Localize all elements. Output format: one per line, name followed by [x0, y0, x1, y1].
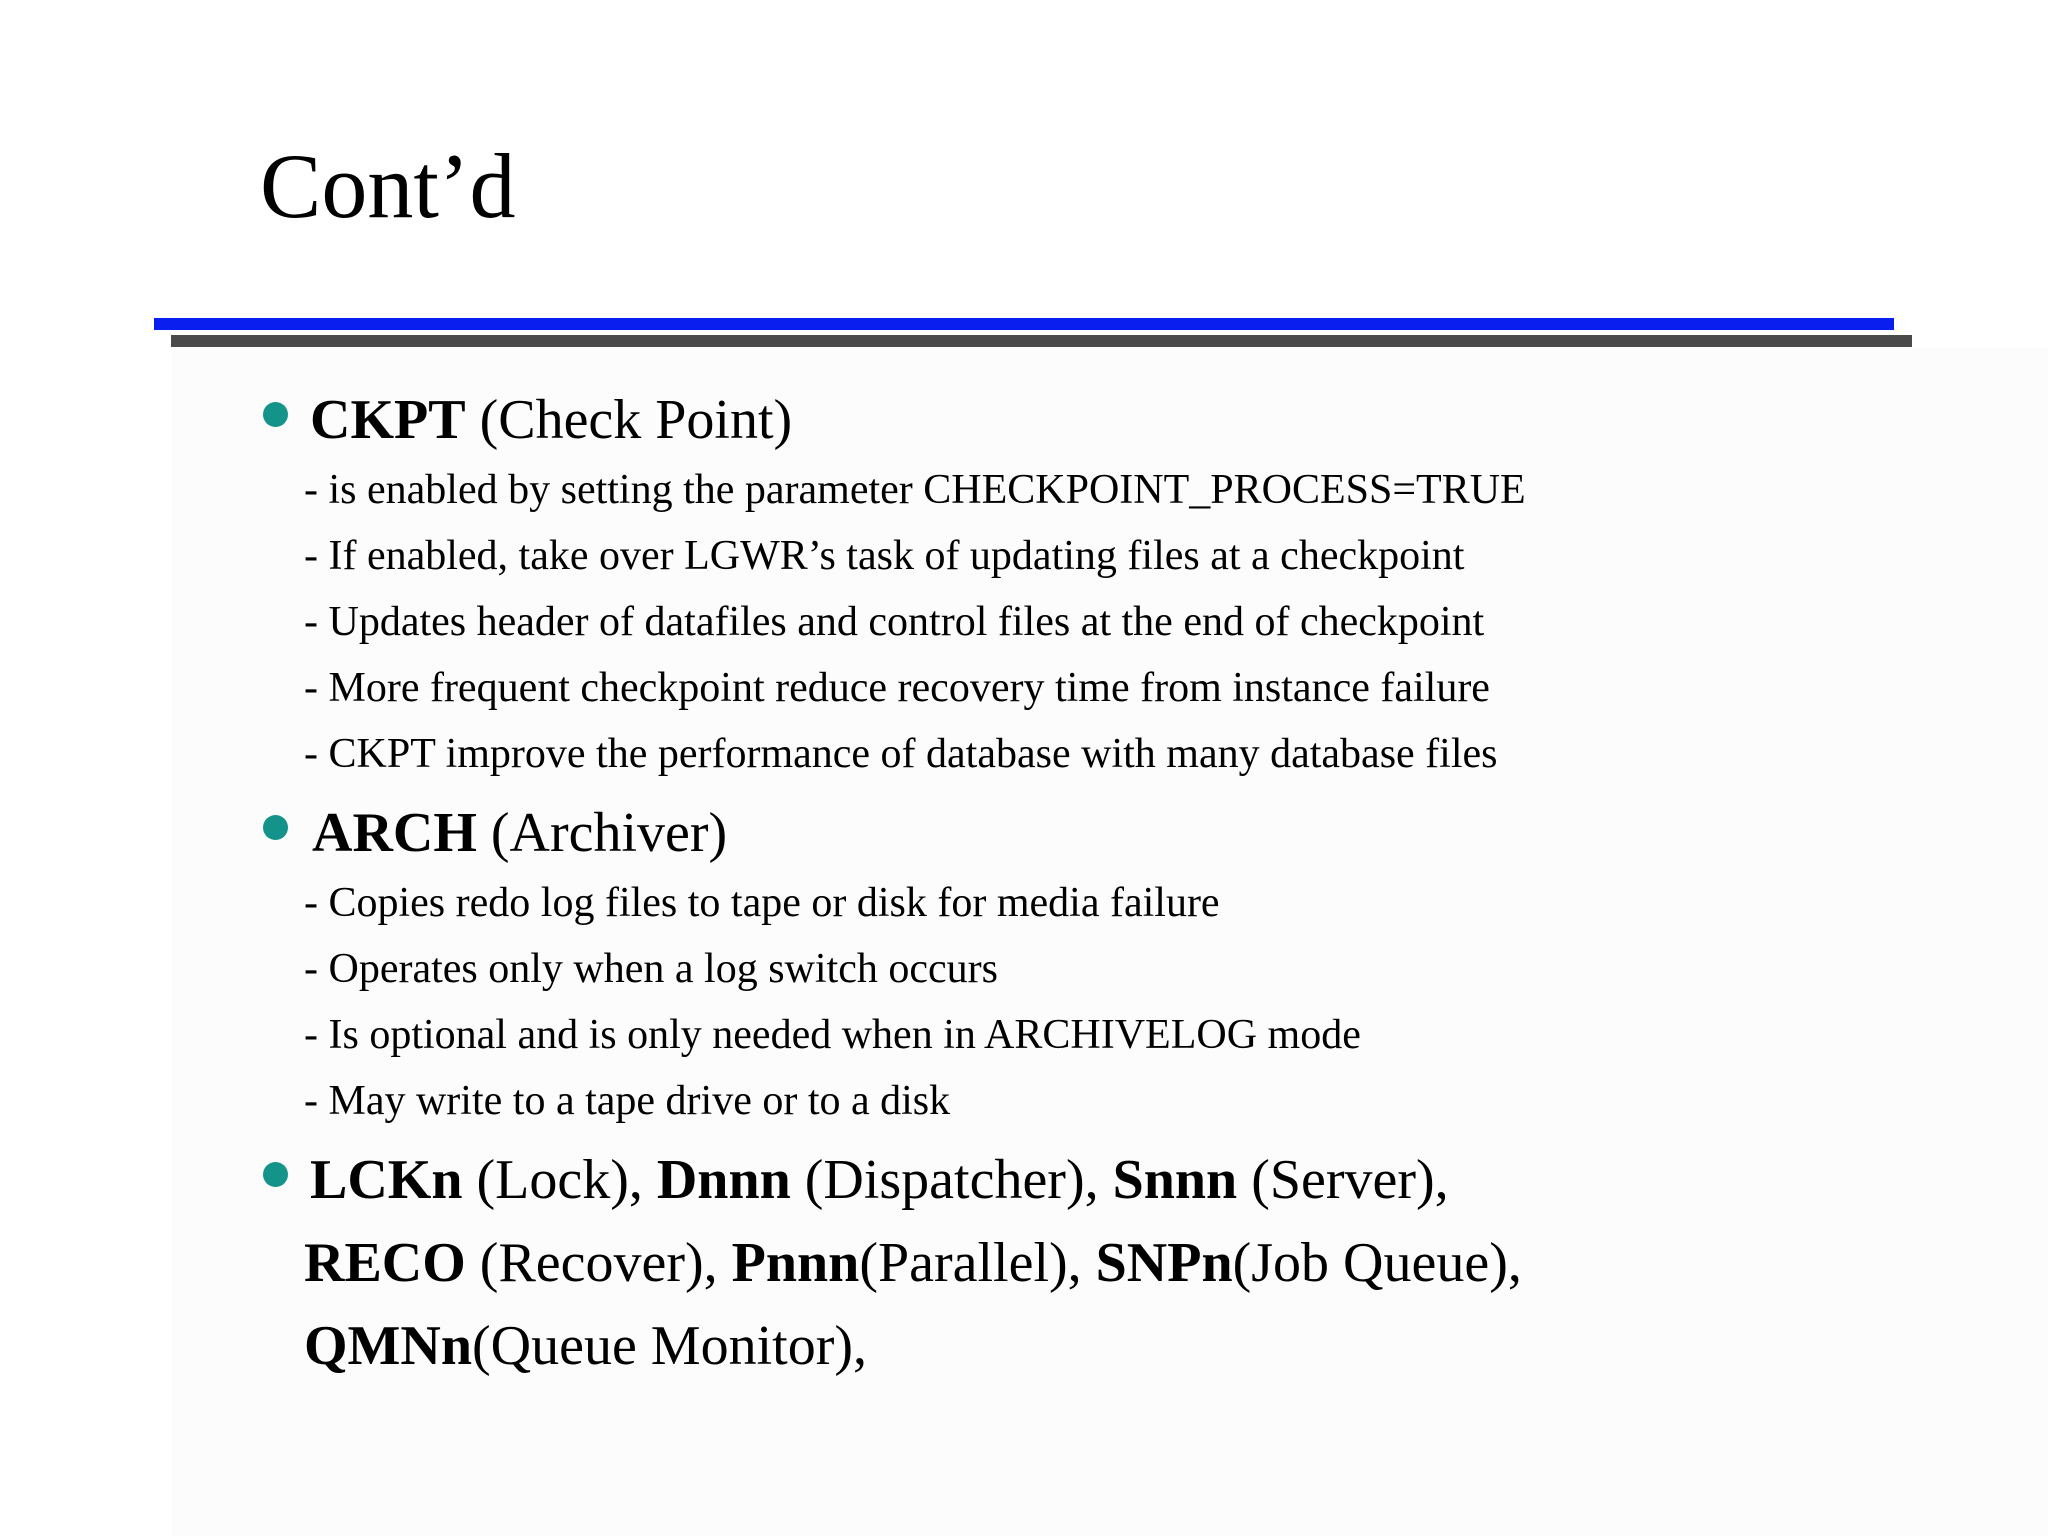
arch-line: - May write to a tape drive or to a disk	[304, 1078, 951, 1124]
arch-line: - Operates only when a log switch occurs	[304, 946, 998, 992]
process-name: QMNn	[304, 1315, 472, 1377]
ckpt-name: CKPT	[310, 389, 466, 451]
arch-heading	[312, 802, 728, 864]
process-name: Snnn	[1112, 1149, 1238, 1211]
other-processes-line-1	[310, 1149, 1449, 1211]
process-name: Pnnn	[731, 1232, 860, 1294]
arch-line: - Is optional and is only needed when in ARCHIVELOG mode	[304, 1012, 1361, 1058]
bullet-dot-icon	[263, 1162, 288, 1187]
title-rule-shadow	[171, 335, 1912, 347]
ckpt-line: - More frequent checkpoint reduce recovery time from instance failure	[304, 665, 1490, 711]
bullet-dot-icon	[263, 815, 288, 840]
slide-title: Cont’d	[260, 135, 516, 237]
process-desc: (Job Queue),	[1232, 1232, 1522, 1294]
ckpt-line: - If enabled, take over LGWR’s task of updating files at a checkpoint	[304, 533, 1465, 579]
process-desc: (Dispatcher),	[790, 1149, 1113, 1211]
process-name: RECO	[304, 1232, 466, 1294]
process-desc: (Server),	[1237, 1149, 1449, 1211]
other-processes-line-3	[304, 1315, 868, 1377]
process-name: Dnnn	[656, 1149, 791, 1211]
process-desc: (Lock),	[462, 1149, 657, 1211]
process-name: LCKn	[310, 1149, 463, 1211]
arch-name: ARCH	[312, 802, 477, 864]
process-name: SNPn	[1095, 1232, 1233, 1294]
arch-desc: (Archiver)	[476, 802, 728, 864]
process-desc: (Recover),	[465, 1232, 732, 1294]
process-desc: (Queue Monitor),	[472, 1315, 868, 1377]
arch-line: - Copies redo log files to tape or disk for media failure	[304, 880, 1220, 926]
process-desc: (Parallel),	[859, 1232, 1096, 1294]
title-rule	[154, 318, 1894, 330]
ckpt-desc: (Check Point)	[465, 389, 793, 451]
ckpt-line: - Updates header of datafiles and control files at the end of checkpoint	[304, 599, 1485, 645]
ckpt-heading	[310, 389, 793, 451]
ckpt-line: - is enabled by setting the parameter CHECKPOINT_PROCESS=TRUE	[304, 467, 1526, 513]
ckpt-line: - CKPT improve the performance of database with many database files	[304, 731, 1498, 777]
bullet-dot-icon	[263, 402, 288, 427]
other-processes-line-2	[304, 1232, 1522, 1294]
